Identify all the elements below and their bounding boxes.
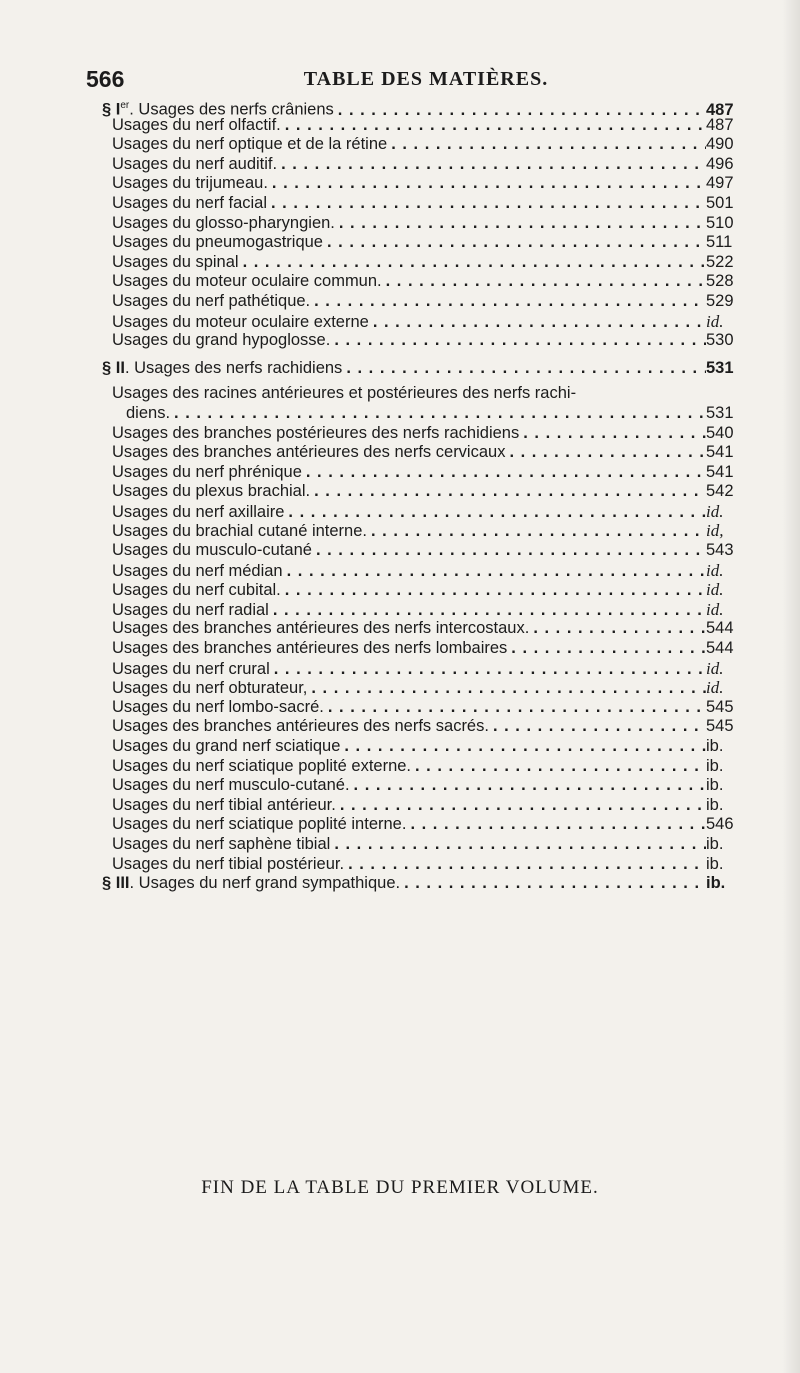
toc-entry xyxy=(112,737,752,757)
section-label xyxy=(102,359,342,379)
entry-label: Usages du nerf facial xyxy=(112,193,268,212)
dot-leader xyxy=(336,796,706,816)
toc-entry xyxy=(112,443,752,463)
page-ref: ib. xyxy=(706,834,724,853)
toc-entry xyxy=(112,174,752,194)
page-ref: 487 xyxy=(706,100,734,119)
dot-leader xyxy=(310,292,706,312)
page-ref: 540 xyxy=(706,423,734,442)
page-ref: 544 xyxy=(706,619,734,638)
end-of-volume-note: FIN DE LA TABLE DU PREMIER VOLUME. xyxy=(201,1177,599,1198)
toc-entry xyxy=(112,659,752,679)
entry-label: Usages du trijumeau. xyxy=(112,174,268,193)
page-ref: id. xyxy=(706,580,724,600)
page-edge-shadow xyxy=(782,0,800,1373)
page-ref: 545 xyxy=(706,717,734,736)
page-ref: 496 xyxy=(706,154,734,173)
page-ref: id. xyxy=(706,678,724,698)
entry-label: diens. xyxy=(126,403,171,422)
section-mark: § III xyxy=(102,874,130,893)
toc-entry xyxy=(112,116,752,136)
page-ref: id, xyxy=(706,521,724,541)
dot-leader xyxy=(507,639,706,659)
toc-entry xyxy=(112,678,752,698)
entry-label: Usages du nerf pathétique. xyxy=(112,291,311,310)
toc-entry xyxy=(112,835,752,855)
dot-leader xyxy=(269,601,706,621)
toc-entry xyxy=(112,541,752,561)
toc-entry xyxy=(112,135,752,155)
dot-leader xyxy=(406,815,706,835)
toc-entry xyxy=(112,155,752,175)
entry-label: Usages des racines antérieures et postérieures des nerfs rachi- xyxy=(112,384,577,403)
page-ref: 531 xyxy=(706,403,734,422)
page-ref: ib. xyxy=(706,776,724,795)
page-ref: 541 xyxy=(706,443,734,462)
dot-leader xyxy=(335,214,706,234)
toc-entry xyxy=(112,757,752,777)
dot-leader xyxy=(340,737,706,757)
entry-label: Usages des branches antérieures des nerfs lombaires xyxy=(112,639,508,658)
toc-entry xyxy=(112,502,752,522)
entry-label: Usages du nerf auditif. xyxy=(112,154,278,173)
page-ref: ib. xyxy=(706,795,724,814)
page-ref: 543 xyxy=(706,541,734,560)
entry-label: Usages du moteur oculaire externe xyxy=(112,312,369,331)
section-title: . Usages du nerf grand sympathique. xyxy=(129,874,401,893)
dot-leader xyxy=(411,757,706,777)
toc-section-heading xyxy=(102,359,752,379)
page-ref: 531 xyxy=(706,358,734,377)
dot-leader xyxy=(283,562,706,582)
page-ref: id. xyxy=(706,311,724,331)
page-ref: 497 xyxy=(706,174,734,193)
toc-entry xyxy=(112,424,752,444)
entry-label: Usages du spinal xyxy=(112,252,239,271)
entry-label: Usages du nerf crural xyxy=(112,659,270,678)
dot-leader xyxy=(489,717,706,737)
entry-label: Usages du nerf radial xyxy=(112,600,269,619)
page-ref: 490 xyxy=(706,135,734,154)
table-of-contents xyxy=(102,96,752,894)
page-ref: ib. xyxy=(706,737,724,755)
page-ref: 542 xyxy=(706,482,734,501)
entry-label: Usages du nerf obturateur, xyxy=(112,679,308,698)
dot-leader xyxy=(400,874,706,894)
dot-leader xyxy=(367,522,706,542)
toc-entry xyxy=(112,698,752,718)
section-title: . Usages des nerfs rachidiens xyxy=(124,358,343,377)
page-number: 566 xyxy=(86,66,125,92)
toc-entry xyxy=(112,561,752,581)
page-ref: 545 xyxy=(706,697,734,716)
page-ref: 511 xyxy=(706,233,733,252)
toc-entry xyxy=(112,639,752,659)
dot-leader xyxy=(350,776,706,796)
entry-label: Usages du glosso-pharyngien. xyxy=(112,213,335,232)
toc-entry-wrapped-second-line xyxy=(112,404,752,424)
page-ref: ib. xyxy=(706,854,724,873)
dot-leader xyxy=(342,359,706,379)
dot-leader xyxy=(369,313,706,333)
dot-leader xyxy=(324,698,706,718)
page-ref: id. xyxy=(706,560,724,580)
entry-label: Usages des branches postérieures des nerfs rachidiens xyxy=(112,423,520,442)
page-ref: 522 xyxy=(706,252,734,271)
entry-label: Usages du nerf cubital. xyxy=(112,581,281,600)
page-ref: id. xyxy=(706,599,724,619)
page-ref: ib. xyxy=(706,756,724,775)
dot-leader xyxy=(277,155,706,175)
toc-entry xyxy=(112,272,752,292)
toc-entry xyxy=(112,482,752,502)
entry-label: Usages des branches antérieures des nerfs intercostaux. xyxy=(112,619,530,638)
toc-entry xyxy=(112,233,752,253)
dot-leader xyxy=(519,424,706,444)
section-label xyxy=(102,874,400,894)
dot-leader xyxy=(310,482,706,502)
entry-label: Usages du nerf musculo-cutané. xyxy=(112,776,350,795)
entry-label: Usages du moteur oculaire commun. xyxy=(112,272,382,291)
dot-leader xyxy=(387,135,706,155)
dot-leader xyxy=(382,272,706,292)
page-header xyxy=(86,66,766,96)
dot-leader xyxy=(284,503,706,523)
dot-leader xyxy=(281,116,706,136)
entry-label: Usages du nerf tibial antérieur. xyxy=(112,795,336,814)
running-title: TABLE DES MATIÈRES. xyxy=(303,68,549,90)
toc-entry xyxy=(112,600,752,620)
entry-label: Usages du grand nerf sciatique xyxy=(112,737,341,755)
entry-label: Usages du plexus brachial. xyxy=(112,482,311,501)
toc-entry-wrapped-first-line xyxy=(112,384,752,404)
section-title: . Usages des nerfs crâniens xyxy=(129,100,334,119)
page-ref: 501 xyxy=(706,193,734,212)
dot-leader xyxy=(330,331,706,351)
dot-leader xyxy=(529,619,706,639)
section-2-entries xyxy=(112,424,752,875)
page-ref: 529 xyxy=(706,291,734,310)
toc-entry xyxy=(112,521,752,541)
entry-label: Usages du nerf sciatique poplité interne. xyxy=(112,815,407,834)
page-ref: ib. xyxy=(706,874,726,893)
entry-label: Usages du brachial cutané interne. xyxy=(112,522,367,541)
toc-entry xyxy=(112,194,752,214)
entry-label: Usages du nerf optique et de la rétine xyxy=(112,135,388,154)
dot-leader xyxy=(239,253,706,273)
toc-entry xyxy=(112,463,752,483)
toc-entry xyxy=(112,292,752,312)
entry-label: Usages du nerf phrénique xyxy=(112,462,302,481)
toc-entry xyxy=(112,815,752,835)
entry-label: Usages du nerf tibial postérieur. xyxy=(112,854,345,873)
entry-label: Usages du nerf sciatique poplité externe. xyxy=(112,756,412,775)
entry-label: Usages des branches antérieures des nerfs sacrés. xyxy=(112,717,489,736)
page-ref: 544 xyxy=(706,639,734,658)
dot-leader xyxy=(505,443,706,463)
toc-entry xyxy=(112,619,752,639)
toc-section-heading xyxy=(102,874,752,894)
page-ref: 530 xyxy=(706,331,734,350)
section-1-entries xyxy=(112,116,752,351)
dot-leader xyxy=(330,835,706,855)
entry-label: Usages des branches antérieures des nerfs cervicaux xyxy=(112,443,506,462)
entry-label: Usages du musculo-cutané xyxy=(112,541,312,560)
dot-leader xyxy=(270,660,706,680)
section-mark: § I xyxy=(102,100,121,119)
toc-entry xyxy=(112,312,752,332)
page-ref: 541 xyxy=(706,462,734,481)
entry-label: Usages du pneumogastrique xyxy=(112,233,323,252)
dot-leader xyxy=(170,404,706,424)
page-ref: 546 xyxy=(706,815,734,834)
entry-label: Usages du nerf olfactif. xyxy=(112,115,281,134)
dot-leader xyxy=(307,679,706,699)
dot-leader xyxy=(312,541,706,561)
toc-entry xyxy=(112,331,752,351)
toc-entry xyxy=(112,717,752,737)
dot-leader xyxy=(268,174,706,194)
entry-label: Usages du nerf axillaire xyxy=(112,502,285,521)
toc-section-heading xyxy=(102,96,752,119)
page-ref: id. xyxy=(706,501,724,521)
toc-entry xyxy=(112,776,752,796)
section-mark-superscript: er xyxy=(120,100,130,111)
dot-leader xyxy=(344,855,706,875)
dot-leader xyxy=(302,463,706,483)
dot-leader xyxy=(267,194,706,214)
toc-entry xyxy=(112,580,752,600)
toc-entry xyxy=(112,253,752,273)
page-ref: 528 xyxy=(706,272,734,291)
section-mark: § II xyxy=(102,358,125,377)
entry-label: Usages du nerf saphène tibial xyxy=(112,834,331,853)
toc-entry xyxy=(112,796,752,816)
entry-label: Usages du nerf lombo-sacré. xyxy=(112,697,324,716)
page-ref: 487 xyxy=(706,115,734,134)
page-ref: id. xyxy=(706,658,724,678)
entry-label: Usages du nerf médian xyxy=(112,561,283,580)
dot-leader xyxy=(323,233,706,253)
dot-leader xyxy=(281,581,706,601)
toc-entry xyxy=(112,214,752,234)
toc-entry xyxy=(112,855,752,875)
entry-label: Usages du grand hypoglosse. xyxy=(112,331,331,350)
page-ref: 510 xyxy=(706,213,734,232)
